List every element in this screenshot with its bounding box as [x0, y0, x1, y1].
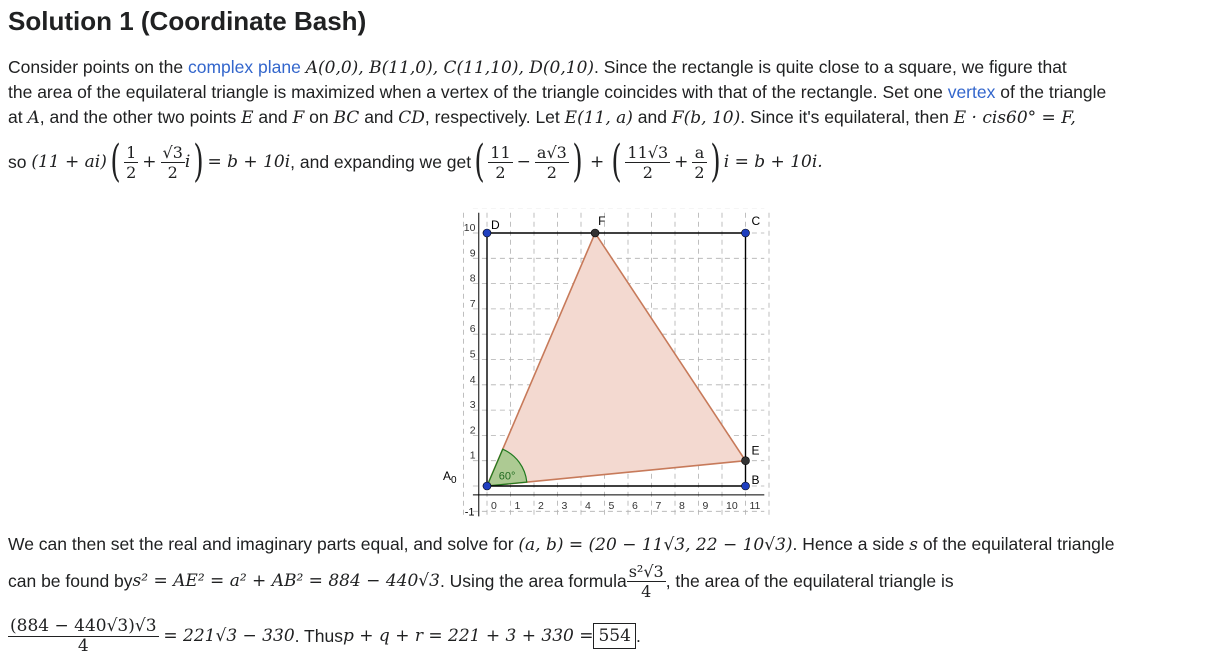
- y-tick-label: 5: [469, 348, 476, 361]
- frac-num: 11√3: [627, 142, 669, 162]
- math-cis: E · cis60° = F,: [953, 108, 1076, 128]
- math-A: A: [27, 108, 40, 128]
- x-tick-label: 1: [514, 499, 521, 512]
- point-D: [483, 229, 491, 237]
- frac-num: a√3: [536, 142, 567, 162]
- text: can be found by: [8, 571, 133, 591]
- label-D: D: [491, 218, 500, 232]
- fraction: [124, 143, 138, 182]
- paren-close: ): [193, 136, 205, 187]
- label-A: [443, 469, 457, 486]
- angle-label: 60°: [498, 470, 516, 483]
- fraction: [488, 143, 512, 182]
- math-s: s: [909, 535, 919, 555]
- text: .: [635, 626, 641, 646]
- math-eq: = 221√3 − 330: [163, 626, 295, 646]
- math-E: E: [241, 108, 254, 128]
- paren-open: (: [611, 136, 622, 187]
- x-tick-label: 11: [749, 499, 761, 512]
- text: , the area of the equilateral triangle is: [665, 571, 954, 591]
- x-tick-label: 6: [632, 499, 638, 512]
- paren-close: ): [710, 136, 721, 187]
- text: at: [8, 107, 28, 127]
- x-tick-label: 4: [585, 499, 591, 512]
- paren-open: (: [474, 136, 485, 187]
- frac-den: 2: [642, 162, 653, 182]
- para1-line4: [8, 132, 823, 192]
- y-tick-label: 2: [469, 424, 476, 437]
- paren-close: ): [572, 136, 583, 187]
- vertex-link[interactable]: vertex: [947, 82, 996, 102]
- para1-line2: [8, 80, 1106, 104]
- fraction: [161, 143, 185, 182]
- label-A-letter: A: [443, 469, 452, 483]
- minus: −: [516, 152, 531, 172]
- fraction: [625, 143, 670, 182]
- text: . Since it's equilateral, then: [740, 107, 954, 127]
- y-tick-label: 3: [469, 399, 476, 412]
- text: on: [304, 107, 334, 127]
- x-tick-label: 10: [726, 499, 738, 512]
- math-eq: = b + 10i: [207, 152, 291, 172]
- x-tick-label: 0: [491, 499, 497, 512]
- para1-line1: [8, 55, 1067, 80]
- y-tick-label: 7: [469, 297, 476, 310]
- y-tick-label: 6: [469, 323, 476, 336]
- frac-den: 2: [546, 162, 557, 182]
- frac-num: 1: [126, 142, 137, 162]
- math-s2: s² = AE² = a² + AB² = 884 − 440√3: [132, 571, 440, 591]
- x-tick-label: 8: [679, 499, 685, 512]
- text: . Thus: [294, 626, 343, 646]
- frac-num: √3: [162, 142, 183, 162]
- complex-plane-link[interactable]: complex plane: [187, 57, 301, 77]
- y-tick-label: 1: [469, 449, 476, 462]
- plus: +: [674, 152, 689, 172]
- point-F: [591, 229, 599, 237]
- math-F-def: F(b, 10): [671, 108, 741, 128]
- math-sum: p + q + r = 221 + 3 + 330 =: [342, 626, 594, 646]
- label-E: E: [751, 443, 760, 458]
- x-tick-label: 2: [538, 499, 544, 512]
- label-B: B: [751, 473, 760, 487]
- equilateral-triangle: [487, 233, 746, 486]
- math-expr: (11 + ai): [31, 152, 107, 172]
- fraction: [535, 143, 569, 182]
- point-A: [483, 482, 491, 490]
- text: so: [8, 152, 27, 172]
- frac-num: a: [692, 143, 706, 163]
- label-A-sub: 0: [451, 475, 457, 486]
- x-tick-label: 3: [561, 499, 568, 512]
- y-tick-label: 10: [463, 222, 476, 234]
- text: the area of the equilateral triangle is maximized when a vertex of the triangle coincides with that of the rectangle. Set one: [8, 82, 948, 102]
- neg-one-label: -1: [464, 506, 475, 518]
- y-tick-label: 4: [469, 373, 476, 386]
- frac-num: s²√3: [628, 561, 664, 581]
- y-tick-label: 9: [469, 247, 476, 260]
- frac-den: 4: [77, 635, 89, 656]
- text: of the triangle: [995, 82, 1107, 102]
- text: . Using the area formula: [439, 571, 627, 591]
- frac-den: 2: [495, 162, 506, 182]
- frac-num: (884 − 440√3)√3: [10, 615, 157, 636]
- point-E: [742, 457, 750, 465]
- math-CD: CD: [398, 108, 425, 128]
- para1-line3: [8, 105, 1076, 130]
- math-F: F: [292, 108, 305, 128]
- frac-den: 4: [641, 581, 652, 601]
- points-math: A(0,0), B(11,0), C(11,10), D(0,10): [305, 58, 595, 78]
- area-fraction: [8, 617, 159, 656]
- math-i: i: [184, 152, 191, 172]
- label-C: C: [751, 214, 761, 228]
- area-formula-fraction: [627, 562, 666, 601]
- point-B: [742, 482, 750, 490]
- answer-box: 554: [593, 623, 635, 649]
- x-tick-label: 9: [702, 499, 709, 512]
- frac-num: 11: [490, 142, 511, 162]
- para2-line2: [8, 556, 954, 606]
- text: and: [632, 107, 672, 127]
- fraction: [692, 143, 706, 182]
- para2-line1: [8, 532, 1115, 557]
- x-tick-label: 7: [655, 499, 662, 512]
- text: and: [359, 107, 399, 127]
- point-C: [742, 229, 750, 237]
- frac-den: 2: [167, 162, 178, 182]
- text: and: [253, 107, 293, 127]
- y-tick-label: 8: [469, 272, 476, 285]
- text: We can then set the real and imaginary parts equal, and solve for: [8, 534, 519, 554]
- section-heading: Solution 1 (Coordinate Bash): [8, 6, 367, 36]
- text: , and expanding we get: [290, 152, 472, 172]
- math-BC: BC: [333, 108, 360, 128]
- para2-line3: [8, 608, 641, 664]
- text: . Hence a side: [792, 534, 910, 554]
- math-E-def: E(11, a): [564, 108, 633, 128]
- math-ab: (a, b) = (20 − 11√3, 22 − 10√3): [518, 535, 793, 555]
- plus: +: [590, 152, 605, 172]
- text: , and the other two points: [39, 107, 242, 127]
- plus: +: [142, 152, 157, 172]
- text: of the equilateral triangle: [918, 534, 1115, 554]
- coordinate-figure: [440, 208, 780, 518]
- text: , respectively. Let: [424, 107, 565, 127]
- math-end: i = b + 10i.: [723, 152, 823, 172]
- frac-den: 2: [126, 162, 137, 182]
- paren-open: (: [110, 136, 121, 187]
- text: Consider points on the: [8, 57, 188, 77]
- label-F: F: [598, 214, 606, 228]
- text: . Since the rectangle is quite close to a square, we figure that: [594, 57, 1067, 77]
- x-tick-label: 5: [608, 499, 615, 512]
- frac-den: 2: [694, 162, 705, 182]
